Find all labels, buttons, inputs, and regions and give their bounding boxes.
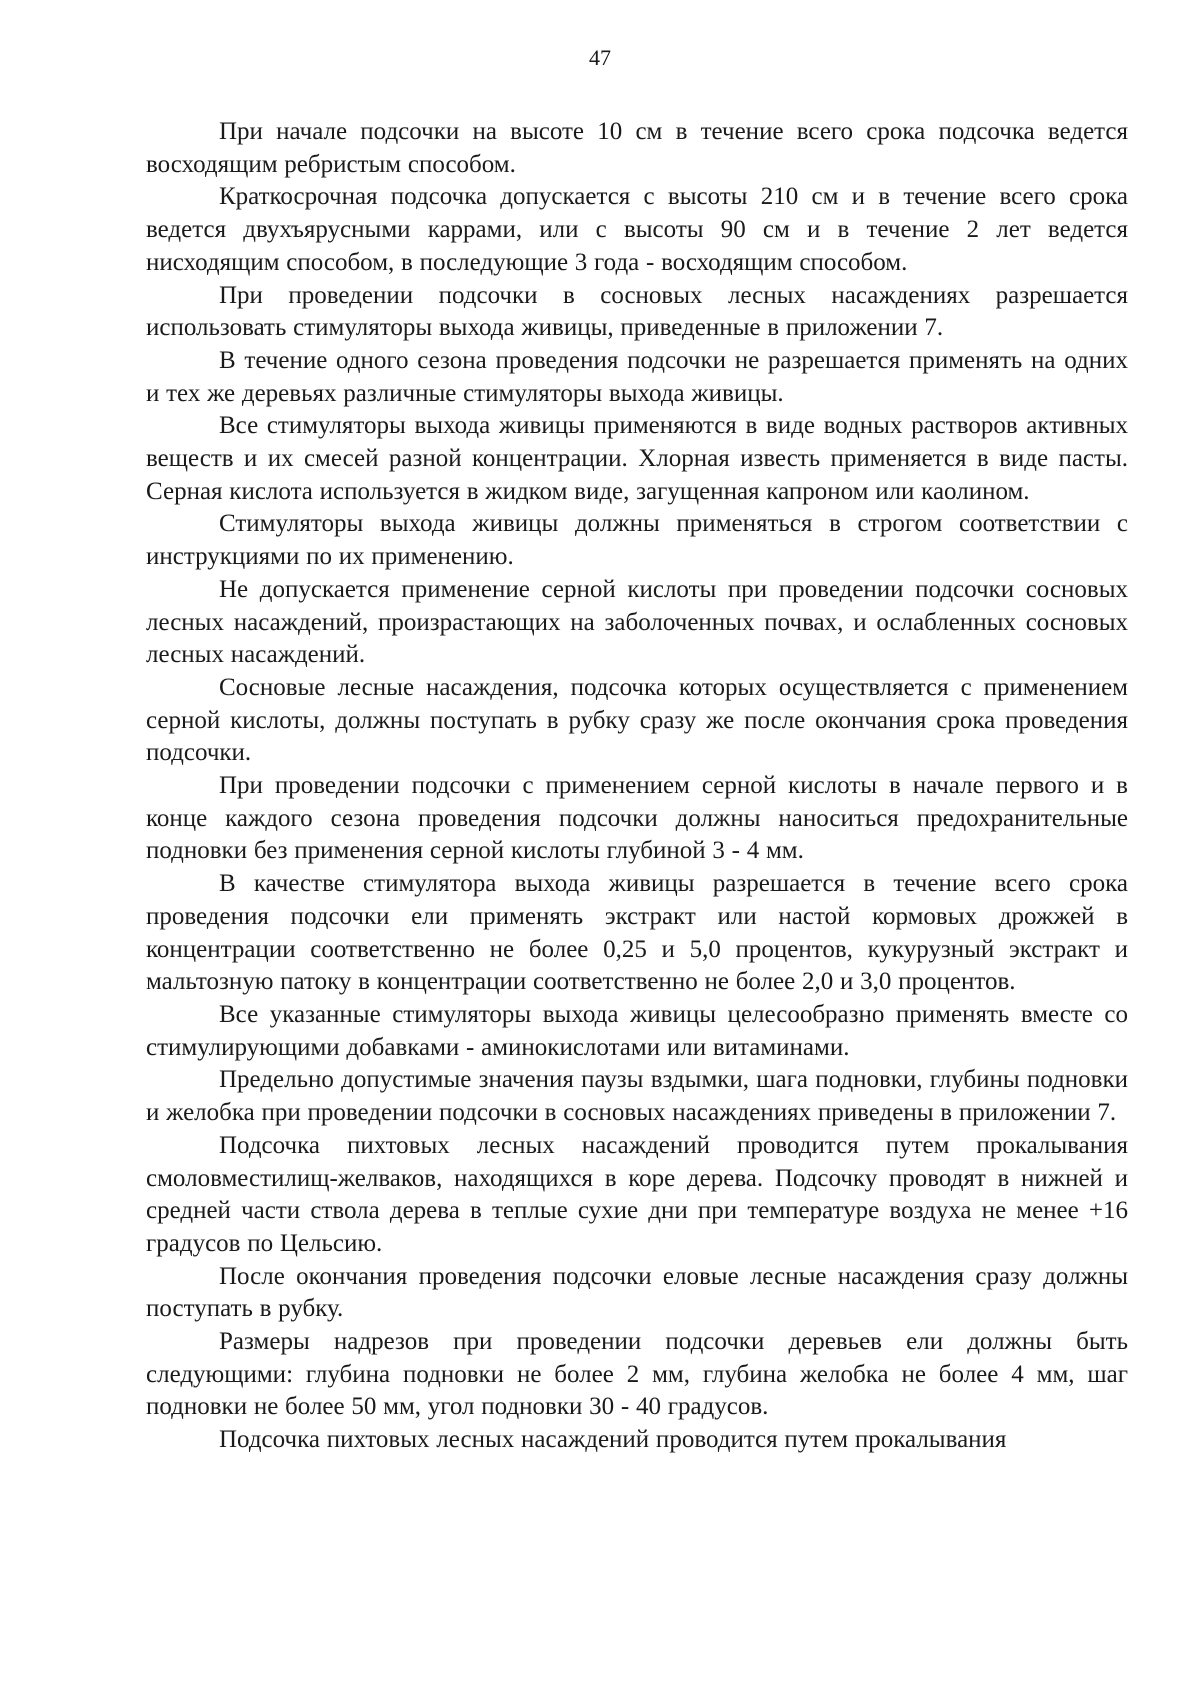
paragraph: Не допускается применение серной кислоты при проведении подсочки сосновых лесных насаждений, произрастающих на заболоченных почвах, и ослабленных сосновых лесных насаждений.: [146, 575, 1128, 669]
paragraph: В качестве стимулятора выхода живицы разрешается в течение всего срока проведения подсочки ели применять экстракт или настой кормовых дрожжей в концентрации соответственно не более 0,25 и 5,0 процентов, кукурузный экстракт и мальтозную патоку в концентрации соответственно не более 2,0 и 3,0 процентов.: [146, 870, 1128, 996]
paragraph: Стимуляторы выхода живицы должны применяться в строгом соответствии с инструкциями по их применению.: [146, 510, 1128, 571]
page-number: 47: [589, 45, 611, 70]
document-body: [146, 116, 1128, 1457]
paragraph: Сосновые лесные насаждения, подсочка которых осуществляется с применением серной кислоты, должны поступать в рубку сразу же после окончания срока проведения подсочки.: [146, 673, 1128, 767]
paragraph: После окончания проведения подсочки еловые лесные насаждения сразу должны поступать в рубку.: [146, 1262, 1128, 1323]
paragraph: Краткосрочная подсочка допускается с высоты 210 см и в течение всего срока ведется двухъярусными каррами, или с высоты 90 см и в течение 2 лет ведется нисходящим способом, в последующие 3 года - восходящим способом.: [146, 183, 1128, 276]
paragraph: При проведении подсочки с применением серной кислоты в начале первого и в конце каждого сезона проведения подсочки должны наноситься предохранительные подновки без применения серной кислоты глубиной 3 - 4 мм.: [146, 772, 1128, 865]
paragraph: Все стимуляторы выхода живицы применяются в виде водных растворов активных веществ и их смесей разной концентрации. Хлорная известь применяется в виде пасты. Серная кислота используется в жидком виде, загущенная капроном или каолином.: [146, 412, 1128, 505]
paragraph: При проведении подсочки в сосновых лесных насаждениях разрешается использовать стимуляторы выхода живицы, приведенные в приложении 7.: [146, 281, 1128, 342]
paragraph: Размеры надрезов при проведении подсочки деревьев ели должны быть следующими: глубина подновки не более 2 мм, глубина желобка не более 4 мм, шаг подновки не более 50 мм, угол подновки 30 - 40 градусов.: [146, 1328, 1128, 1421]
paragraph: Все указанные стимуляторы выхода живицы целесообразно применять вместе со стимулирующими добавками - аминокислотами или витаминами.: [146, 1000, 1128, 1061]
paragraph: Подсочка пихтовых лесных насаждений проводится путем прокалывания смоловместилищ-желваков, находящихся в коре дерева. Подсочку проводят в нижней и средней части ствола дерева в теплые сухие дни при температуре воздуха не менее +16 градусов по Цельсию.: [146, 1131, 1128, 1257]
paragraph: При начале подсочки на высоте 10 см в течение всего срока подсочка ведется восходящим ребристым способом.: [146, 118, 1128, 178]
paragraph: В течение одного сезона проведения подсочки не разрешается применять на одних и тех же деревьях различные стимуляторы выхода живицы.: [146, 346, 1128, 407]
paragraph: Предельно допустимые значения паузы вздымки, шага подновки, глубины подновки и желобка при проведении подсочки в сосновых насаждениях приведены в приложении 7.: [146, 1066, 1128, 1127]
paragraph: Подсочка пихтовых лесных насаждений проводится путем прокалывания: [219, 1426, 1007, 1454]
